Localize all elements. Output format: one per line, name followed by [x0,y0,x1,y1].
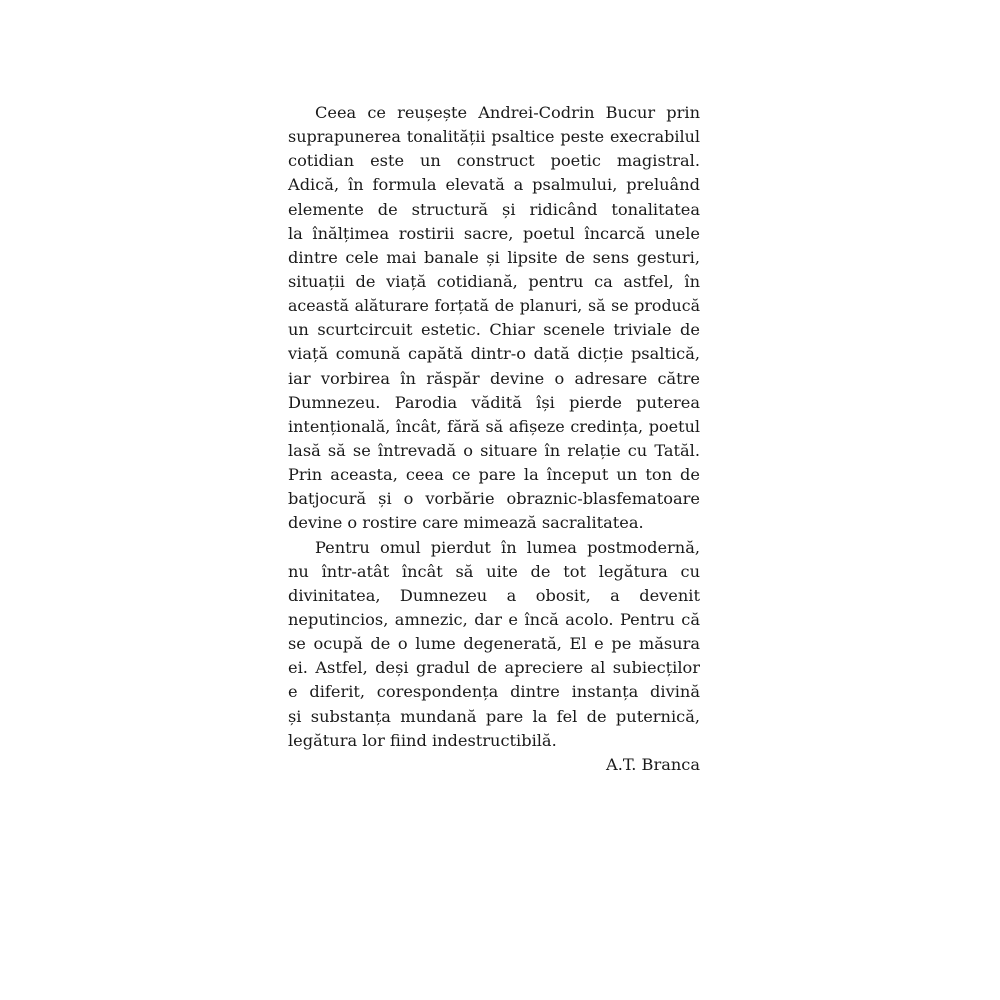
text-line: elemente de structură și ridicând tonalitatea [288,199,700,219]
text-line: legătura lor fiind indestructibilă. [288,730,557,750]
text-line: Pentru omul pierdut în lumea postmodernă, [315,537,700,557]
text-line: se ocupă de o lume degenerată, El e pe măsura [288,634,700,654]
text-line: situații de viață cotidiană, pentru ca astfel, în [288,271,700,291]
paragraph [288,101,700,536]
text-line: la înălțimea rostirii sacre, poetul încarcă unele [288,223,700,243]
paragraph [288,536,700,753]
author-signature: A.T. Branca [606,754,700,774]
text-line: cotidian este un construct poetic magistral. [288,151,700,171]
text-line: neputincios, amnezic, dar e încă acolo. Pentru că [288,609,700,629]
page-text [288,101,700,777]
text-line: iar vorbirea în răspăr devine o adresare către [288,368,700,388]
text-line: un scurtcircuit estetic. Chiar scenele triviale de [288,320,700,340]
text-line: Adică, în formula elevată a psalmului, preluând [288,175,700,195]
text-line: și substanța mundană pare la fel de puternică, [288,706,700,726]
text-line: nu într-atât încât să uite de tot legătura cu [288,561,700,581]
text-line: Ceea ce reușește Andrei-Codrin Bucur prin [315,103,700,122]
text-line: viață comună capătă dintr-o dată dicție psaltică, [288,344,700,364]
text-line: intențională, încât, fără să afișeze credința, poetul [288,416,700,436]
text-line: această alăturare forțată de planuri, să se producă [288,296,700,316]
text-line: ei. Astfel, deși gradul de apreciere al subiecților [288,658,700,678]
text-line: devine o rostire care mimează sacralitatea. [288,513,644,533]
text-line: suprapunerea tonalității psaltice peste execrabilul [288,127,700,147]
text-line: batjocură și o vorbărie obraznic-blasfematoare [288,489,700,509]
text-line: lasă să se întrevadă o situare în relație cu Tatăl. [288,440,700,460]
text-line: dintre cele mai banale și lipsite de sens gesturi, [288,247,700,267]
text-line: Prin aceasta, ceea ce pare la început un ton de [288,465,700,485]
text-line: Dumnezeu. Parodia vădită își pierde puterea [288,392,700,412]
text-line: divinitatea, Dumnezeu a obosit, a devenit [288,585,700,605]
text-line: e diferit, corespondența dintre instanța divină [288,682,700,702]
